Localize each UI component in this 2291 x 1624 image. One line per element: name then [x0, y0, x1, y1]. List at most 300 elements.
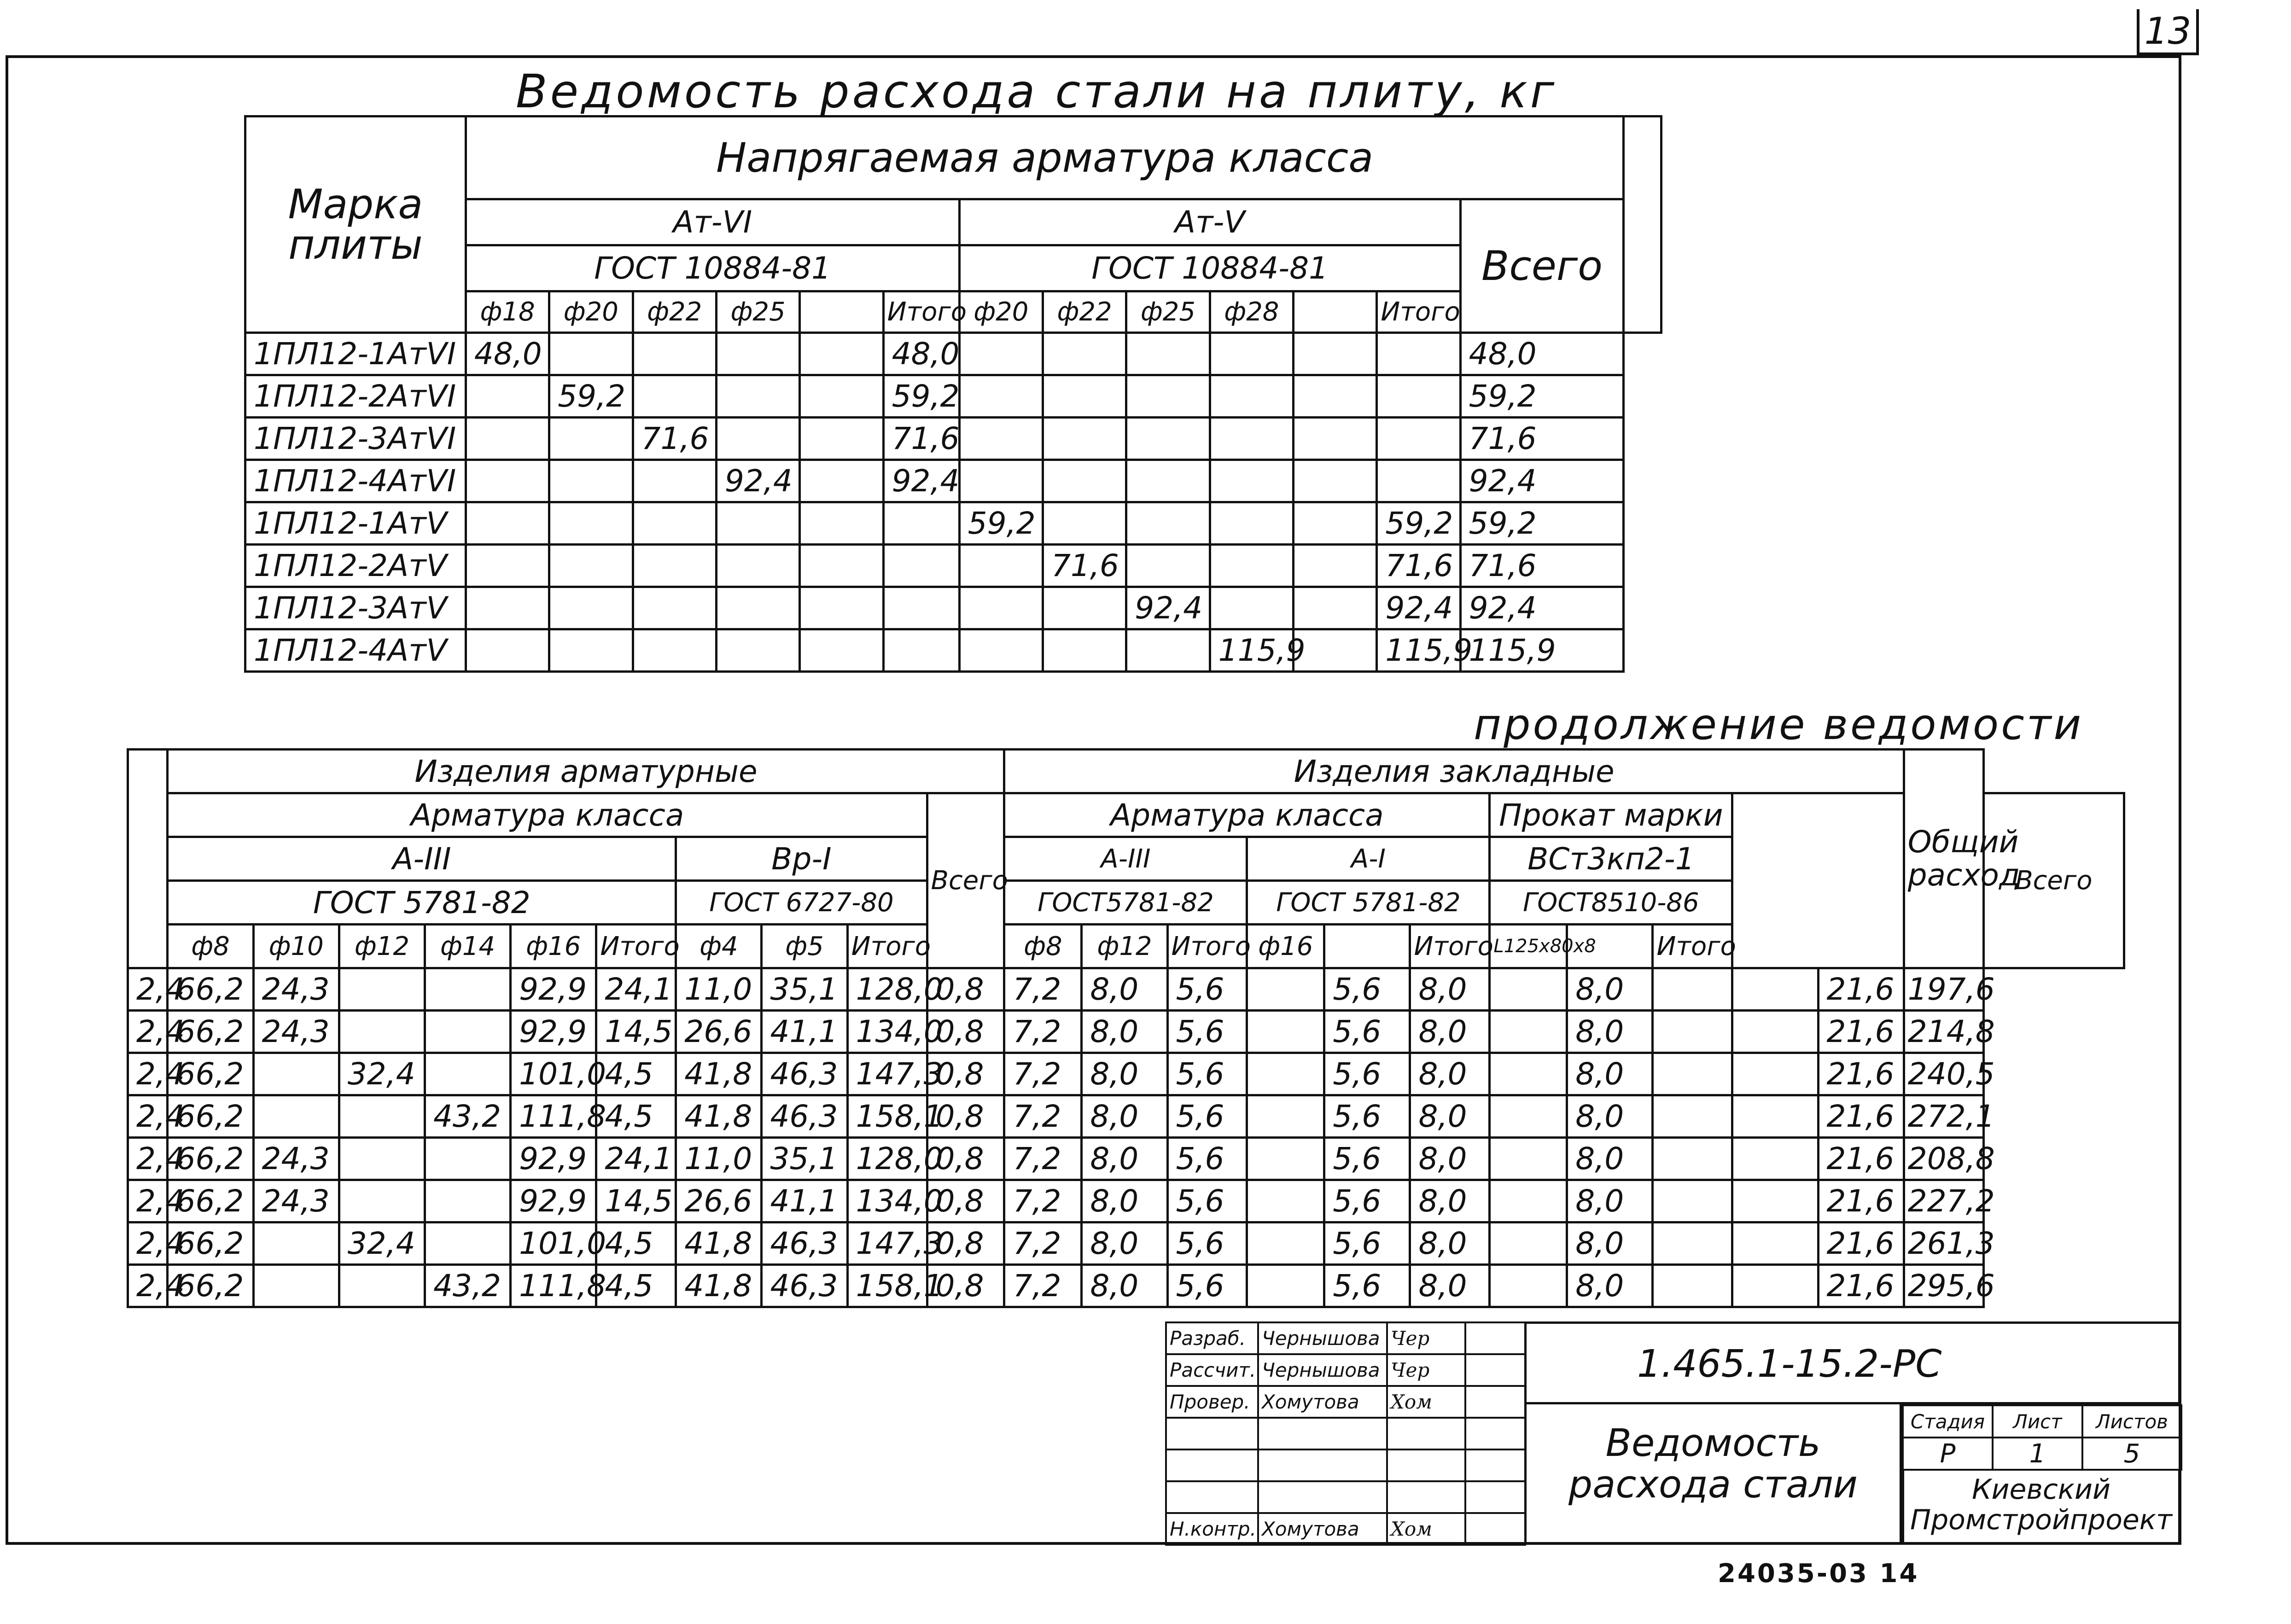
table-cell — [1653, 1138, 1732, 1180]
table-cell: 66,2 — [168, 1222, 253, 1265]
table-cell — [800, 629, 883, 672]
table-cell — [716, 418, 799, 460]
table-cell: 59,2 — [1377, 502, 1460, 545]
table-cell: 128,0 — [847, 968, 927, 1011]
sheet-name: Ведомость расхода стали — [1524, 1404, 1902, 1545]
table-cell: 8,0 — [1410, 968, 1490, 1011]
table-cell — [425, 1222, 510, 1265]
embedded-items-header: Изделия закладные — [1004, 750, 1904, 793]
table-cell: 115,9 — [1210, 629, 1293, 672]
person-name: Хомутова — [1258, 1386, 1387, 1418]
table-cell: 92,4 — [1377, 587, 1460, 629]
column-header: ф8 — [1004, 925, 1082, 968]
table-cell: 92,4 — [1460, 587, 1624, 629]
designation: 1.465.1-15.2-РС — [1524, 1321, 2180, 1404]
table-cell: 21,6 — [1818, 1222, 1904, 1265]
table-row — [245, 545, 1661, 587]
table-cell — [549, 418, 633, 460]
table-cell — [1126, 545, 1210, 587]
table-cell: 2,4 — [128, 1265, 168, 1307]
table-cell — [800, 545, 883, 587]
table-cell: 8,0 — [1082, 968, 1167, 1011]
stage-value: Р — [1903, 1438, 1993, 1470]
gost-atvi: ГОСТ 10884-81 — [466, 245, 959, 291]
table-cell: 101,0 — [511, 1053, 596, 1095]
table-cell — [1377, 418, 1460, 460]
table-cell: 4,5 — [596, 1053, 676, 1095]
page-number: 13 — [2137, 9, 2199, 55]
table-cell — [1490, 1222, 1567, 1265]
table-cell — [253, 1095, 339, 1138]
table-cell — [1732, 1053, 1818, 1095]
table-cell: 24,1 — [596, 1138, 676, 1180]
overall-header: Общий расход — [1904, 750, 1983, 968]
table-cell: 66,2 — [168, 968, 253, 1011]
table-cell — [425, 1053, 510, 1095]
column-header: Итого — [847, 925, 927, 968]
slab-mark: 1ПЛ12-4АтVI — [245, 460, 466, 502]
table-cell: 24,3 — [253, 1011, 339, 1053]
table-cell: 8,0 — [1567, 1011, 1653, 1053]
table-cell: 5,6 — [1167, 1180, 1247, 1222]
table-cell: 21,6 — [1818, 1138, 1904, 1180]
table-cell: 66,2 — [168, 1011, 253, 1053]
dia-header — [1293, 291, 1376, 333]
table-cell: 8,0 — [1082, 1265, 1167, 1307]
table-cell: 5,6 — [1167, 1265, 1247, 1307]
table-cell: 8,0 — [1082, 1011, 1167, 1053]
column-header: Итого — [1167, 925, 1247, 968]
role-label: Рассчит. — [1166, 1354, 1258, 1386]
subtotal-header: Итого — [1377, 291, 1460, 333]
signature-row — [1166, 1513, 1525, 1545]
column-header: ф4 — [676, 925, 762, 968]
table-cell: 41,8 — [676, 1222, 762, 1265]
gost-atv: ГОСТ 10884-81 — [959, 245, 1460, 291]
table-cell — [549, 587, 633, 629]
slab-mark: 1ПЛ12-1АтVI — [245, 333, 466, 375]
table-cell — [883, 502, 959, 545]
table-cell: 134,0 — [847, 1180, 927, 1222]
table-cell — [1653, 1222, 1732, 1265]
title-block — [1165, 1321, 2180, 1545]
rebar-total-header: Всего — [927, 793, 1004, 968]
table-cell — [1043, 587, 1126, 629]
slab-mark: 1ПЛ12-3АтVI — [245, 418, 466, 460]
table-cell — [1043, 418, 1126, 460]
table-cell: 71,6 — [1460, 545, 1624, 587]
table-cell: 111,8 — [511, 1265, 596, 1307]
stage-label: Стадия — [1903, 1405, 1993, 1438]
table2-title: продолжение ведомости — [1474, 700, 2084, 749]
signature-row — [1166, 1481, 1525, 1513]
table-cell: 158,1 — [847, 1095, 927, 1138]
table-cell: 32,4 — [339, 1222, 425, 1265]
slab-mark: 1ПЛ12-1АтV — [245, 502, 466, 545]
table-cell — [1293, 587, 1376, 629]
table-row — [245, 502, 1661, 545]
column-header: ф5 — [762, 925, 847, 968]
table-cell — [1247, 1138, 1324, 1180]
table-cell — [1293, 545, 1376, 587]
table-cell: 8,0 — [1410, 1138, 1490, 1180]
column-header: ф16 — [511, 925, 596, 968]
table1-title: Ведомость расхода стали на плиту, кг — [516, 64, 1557, 118]
table-cell: 272,1 — [1904, 1095, 1983, 1138]
sheets-value: 5 — [2082, 1438, 2181, 1470]
stage-table — [1902, 1404, 2182, 1471]
gost-bp1: ГОСТ 6727-80 — [676, 881, 927, 925]
date-cell — [1465, 1418, 1525, 1449]
table-cell: 41,8 — [676, 1053, 762, 1095]
table-cell: 35,1 — [762, 968, 847, 1011]
signature — [1387, 1481, 1465, 1513]
table-cell — [633, 333, 716, 375]
table-cell — [466, 418, 549, 460]
table-cell: 43,2 — [425, 1265, 510, 1307]
table-cell: 261,3 — [1904, 1222, 1983, 1265]
table-cell — [959, 418, 1043, 460]
table-cell: 21,6 — [1818, 1180, 1904, 1222]
table-cell — [883, 545, 959, 587]
table-cell — [466, 629, 549, 672]
role-label — [1166, 1449, 1258, 1481]
table-row — [245, 587, 1661, 629]
table-cell: 43,2 — [425, 1095, 510, 1138]
table-cell: 4,5 — [596, 1222, 676, 1265]
class-atvi-header: Ат-VI — [466, 199, 959, 245]
table-cell — [959, 460, 1043, 502]
table-cell: 71,6 — [1460, 418, 1624, 460]
column-header: ф8 — [168, 925, 253, 968]
table-cell — [633, 587, 716, 629]
table-cell: 41,1 — [762, 1180, 847, 1222]
table-cell — [1247, 1011, 1324, 1053]
archive-stamp: 24035-03 14 — [1718, 1559, 1919, 1589]
table-cell — [1043, 460, 1126, 502]
table-cell — [1377, 333, 1460, 375]
table-cell — [1293, 418, 1376, 460]
table-cell: 11,0 — [676, 1138, 762, 1180]
table-cell — [1293, 460, 1376, 502]
table-cell: 92,9 — [511, 1011, 596, 1053]
table-cell: 5,6 — [1167, 1011, 1247, 1053]
table-cell: 66,2 — [168, 1138, 253, 1180]
table-cell — [959, 545, 1043, 587]
role-label: Разраб. — [1166, 1322, 1258, 1354]
table-cell — [1126, 460, 1210, 502]
table-cell: 8,0 — [1567, 1265, 1653, 1307]
table-cell — [1377, 375, 1460, 418]
table-cell: 128,0 — [847, 1138, 927, 1180]
table-cell: 21,6 — [1818, 968, 1904, 1011]
table-row — [128, 1095, 2124, 1138]
person-name — [1258, 1449, 1387, 1481]
table-cell — [1126, 333, 1210, 375]
table-cell: 7,2 — [1004, 968, 1082, 1011]
table-cell — [1732, 1180, 1818, 1222]
table-cell: 48,0 — [1460, 333, 1624, 375]
table-cell: 46,3 — [762, 1265, 847, 1307]
table-cell — [1247, 1095, 1324, 1138]
table-cell — [1653, 1180, 1732, 1222]
table-cell — [800, 502, 883, 545]
table-cell — [253, 1222, 339, 1265]
slab-mark: 1ПЛ12-3АтV — [245, 587, 466, 629]
table-cell — [1293, 333, 1376, 375]
table-cell — [1653, 968, 1732, 1011]
table-cell — [716, 629, 799, 672]
table-cell: 7,2 — [1004, 1180, 1082, 1222]
signature-row — [1166, 1322, 1525, 1354]
gost-a3b: ГОСТ5781-82 — [1004, 881, 1247, 925]
column-header: ф16 — [1247, 925, 1324, 968]
table-cell — [959, 375, 1043, 418]
table-cell: 92,4 — [1460, 460, 1624, 502]
column-header: Итого — [1653, 925, 1732, 968]
table-cell — [1490, 968, 1567, 1011]
table-cell: 0,8 — [927, 1011, 1004, 1053]
table-cell: 5,6 — [1167, 1053, 1247, 1095]
column-header — [1324, 925, 1410, 968]
gost-a3: ГОСТ 5781-82 — [168, 881, 676, 925]
table-cell — [1210, 587, 1293, 629]
table-cell: 158,1 — [847, 1265, 927, 1307]
table-cell: 2,4 — [128, 1011, 168, 1053]
person-name — [1258, 1481, 1387, 1513]
table-cell — [800, 333, 883, 375]
table-row — [245, 460, 1661, 502]
table-cell — [1247, 1053, 1324, 1095]
table-cell — [1043, 333, 1126, 375]
table-cell: 8,0 — [1410, 1053, 1490, 1095]
table-cell: 7,2 — [1004, 1265, 1082, 1307]
table-cell — [1732, 1095, 1818, 1138]
table-cell: 8,0 — [1410, 1180, 1490, 1222]
table-cell — [1126, 502, 1210, 545]
table-cell: 8,0 — [1410, 1222, 1490, 1265]
table-cell — [883, 587, 959, 629]
table-cell — [800, 587, 883, 629]
table-cell — [716, 545, 799, 587]
table-cell — [1210, 502, 1293, 545]
table-cell — [1210, 545, 1293, 587]
signature: Хом — [1387, 1513, 1465, 1545]
table-cell: 66,2 — [168, 1095, 253, 1138]
table-cell — [1490, 1053, 1567, 1095]
class-a3b-header: А-III — [1004, 837, 1247, 881]
table-row — [245, 629, 1661, 672]
date-cell — [1465, 1354, 1525, 1386]
column-header: ф12 — [1082, 925, 1167, 968]
table-cell: 21,6 — [1818, 1265, 1904, 1307]
table-cell — [549, 333, 633, 375]
dia-header: ф28 — [1210, 291, 1293, 333]
table-cell — [1653, 1053, 1732, 1095]
signature-row — [1166, 1449, 1525, 1481]
table-cell — [1653, 1011, 1732, 1053]
table-cell: 240,5 — [1904, 1053, 1983, 1095]
slab-mark: 1ПЛ12-4АтV — [245, 629, 466, 672]
table-cell: 147,3 — [847, 1053, 927, 1095]
signature-row — [1166, 1354, 1525, 1386]
table-cell: 8,0 — [1082, 1095, 1167, 1138]
column-header: Итого — [1410, 925, 1490, 968]
edge-column — [1624, 116, 1661, 333]
sheet-label: Лист — [1993, 1405, 2082, 1438]
steel-per-slab-table — [244, 115, 1662, 673]
table-cell: 24,1 — [596, 968, 676, 1011]
table-cell: 7,2 — [1004, 1222, 1082, 1265]
signature: Чер — [1387, 1354, 1465, 1386]
table-cell — [1653, 1265, 1732, 1307]
table-row — [128, 1053, 2124, 1095]
table-cell: 71,6 — [1043, 545, 1126, 587]
table-cell — [1043, 375, 1126, 418]
column-header: ф10 — [253, 925, 339, 968]
table-cell: 92,4 — [716, 460, 799, 502]
table-cell — [800, 418, 883, 460]
table-cell — [466, 460, 549, 502]
table-cell — [339, 1265, 425, 1307]
table-row — [245, 418, 1661, 460]
mark-header: Марка плиты — [245, 116, 466, 333]
table-cell: 101,0 — [511, 1222, 596, 1265]
table-cell: 26,6 — [676, 1011, 762, 1053]
table-cell: 8,0 — [1567, 1180, 1653, 1222]
table-cell: 2,4 — [128, 1222, 168, 1265]
slab-mark: 1ПЛ12-2АтVI — [245, 375, 466, 418]
role-label: Провер. — [1166, 1386, 1258, 1418]
table-cell — [1210, 333, 1293, 375]
table-cell: 0,8 — [927, 1095, 1004, 1138]
date-cell — [1465, 1322, 1525, 1354]
table-cell: 295,6 — [1904, 1265, 1983, 1307]
table-cell: 21,6 — [1818, 1053, 1904, 1095]
table-cell: 0,8 — [927, 1138, 1004, 1180]
table-cell: 8,0 — [1410, 1095, 1490, 1138]
class-a3-header: А-III — [168, 837, 676, 881]
table-cell — [1293, 502, 1376, 545]
table-cell — [633, 629, 716, 672]
table-cell — [549, 545, 633, 587]
table-cell: 2,4 — [128, 1095, 168, 1138]
table-cell — [466, 502, 549, 545]
table-row — [128, 968, 2124, 1011]
table-cell: 11,0 — [676, 968, 762, 1011]
dia-header: ф25 — [716, 291, 799, 333]
table-cell — [339, 1011, 425, 1053]
table-cell: 92,9 — [511, 1180, 596, 1222]
table-cell: 111,8 — [511, 1095, 596, 1138]
table-cell — [1210, 375, 1293, 418]
table-cell: 5,6 — [1167, 1095, 1247, 1138]
table-cell — [1653, 1095, 1732, 1138]
table-cell — [633, 545, 716, 587]
table-cell — [800, 375, 883, 418]
all-total-header: Всего — [1460, 199, 1624, 333]
table-cell: 92,9 — [511, 968, 596, 1011]
table-cell — [1377, 460, 1460, 502]
signatures-table — [1165, 1321, 1526, 1546]
date-cell — [1465, 1449, 1525, 1481]
table-cell: 197,6 — [1904, 968, 1983, 1011]
table-cell — [1210, 418, 1293, 460]
table-cell — [959, 587, 1043, 629]
table-cell — [339, 968, 425, 1011]
table-cell: 0,8 — [927, 1265, 1004, 1307]
table-cell — [1732, 968, 1818, 1011]
table-cell: 71,6 — [1377, 545, 1460, 587]
role-label: Н.контр. — [1166, 1513, 1258, 1545]
table-cell: 4,5 — [596, 1095, 676, 1138]
prestressed-group-header: Напрягаемая арматура класса — [466, 116, 1624, 199]
table-row — [128, 1222, 2124, 1265]
table-cell: 147,3 — [847, 1222, 927, 1265]
table-cell: 24,3 — [253, 1180, 339, 1222]
embedded-items-table — [127, 748, 2125, 1308]
table-cell: 5,6 — [1324, 1011, 1410, 1053]
table-cell: 7,2 — [1004, 1053, 1082, 1095]
table-cell: 59,2 — [549, 375, 633, 418]
table-cell: 8,0 — [1082, 1138, 1167, 1180]
rebar-items-header: Изделия арматурные — [168, 750, 1004, 793]
table-cell: 66,2 — [168, 1180, 253, 1222]
table-cell: 0,8 — [927, 1053, 1004, 1095]
embedded-class-header: Арматура класса — [1004, 793, 1490, 837]
table-cell — [716, 333, 799, 375]
table-cell: 59,2 — [1460, 502, 1624, 545]
table-cell — [1490, 1011, 1567, 1053]
dia-header: ф20 — [959, 291, 1043, 333]
table-cell: 21,6 — [1818, 1011, 1904, 1053]
date-cell — [1465, 1481, 1525, 1513]
table-cell — [716, 375, 799, 418]
table-cell: 92,4 — [883, 460, 959, 502]
table-cell — [633, 375, 716, 418]
table-cell — [1126, 418, 1210, 460]
table-cell — [1247, 1222, 1324, 1265]
signature: Чер — [1387, 1322, 1465, 1354]
gost-vst: ГОСТ8510-86 — [1490, 881, 1732, 925]
table-cell — [959, 333, 1043, 375]
table-cell: 41,8 — [676, 1095, 762, 1138]
table-row — [128, 1011, 2124, 1053]
table-cell: 66,2 — [168, 1053, 253, 1095]
table-cell: 5,6 — [1324, 1222, 1410, 1265]
table-cell — [1126, 629, 1210, 672]
table-cell — [633, 460, 716, 502]
table-cell: 48,0 — [466, 333, 549, 375]
dia-header: ф20 — [549, 291, 633, 333]
table-cell: 8,0 — [1567, 968, 1653, 1011]
table-cell: 2,4 — [128, 1180, 168, 1222]
class-vst-header: ВСт3кп2-1 — [1490, 837, 1732, 881]
table-cell — [1732, 1222, 1818, 1265]
column-header: ф12 — [339, 925, 425, 968]
table-cell: 208,8 — [1904, 1138, 1983, 1180]
table-cell: 8,0 — [1567, 1138, 1653, 1180]
table-cell: 26,6 — [676, 1180, 762, 1222]
slab-mark: 1ПЛ12-2АтV — [245, 545, 466, 587]
table-cell — [339, 1138, 425, 1180]
column-header: L125х80х8 — [1490, 925, 1567, 968]
table-cell: 41,8 — [676, 1265, 762, 1307]
table-cell: 71,6 — [633, 418, 716, 460]
person-name — [1258, 1418, 1387, 1449]
gost-a1: ГОСТ 5781-82 — [1247, 881, 1490, 925]
table-cell — [1247, 1265, 1324, 1307]
